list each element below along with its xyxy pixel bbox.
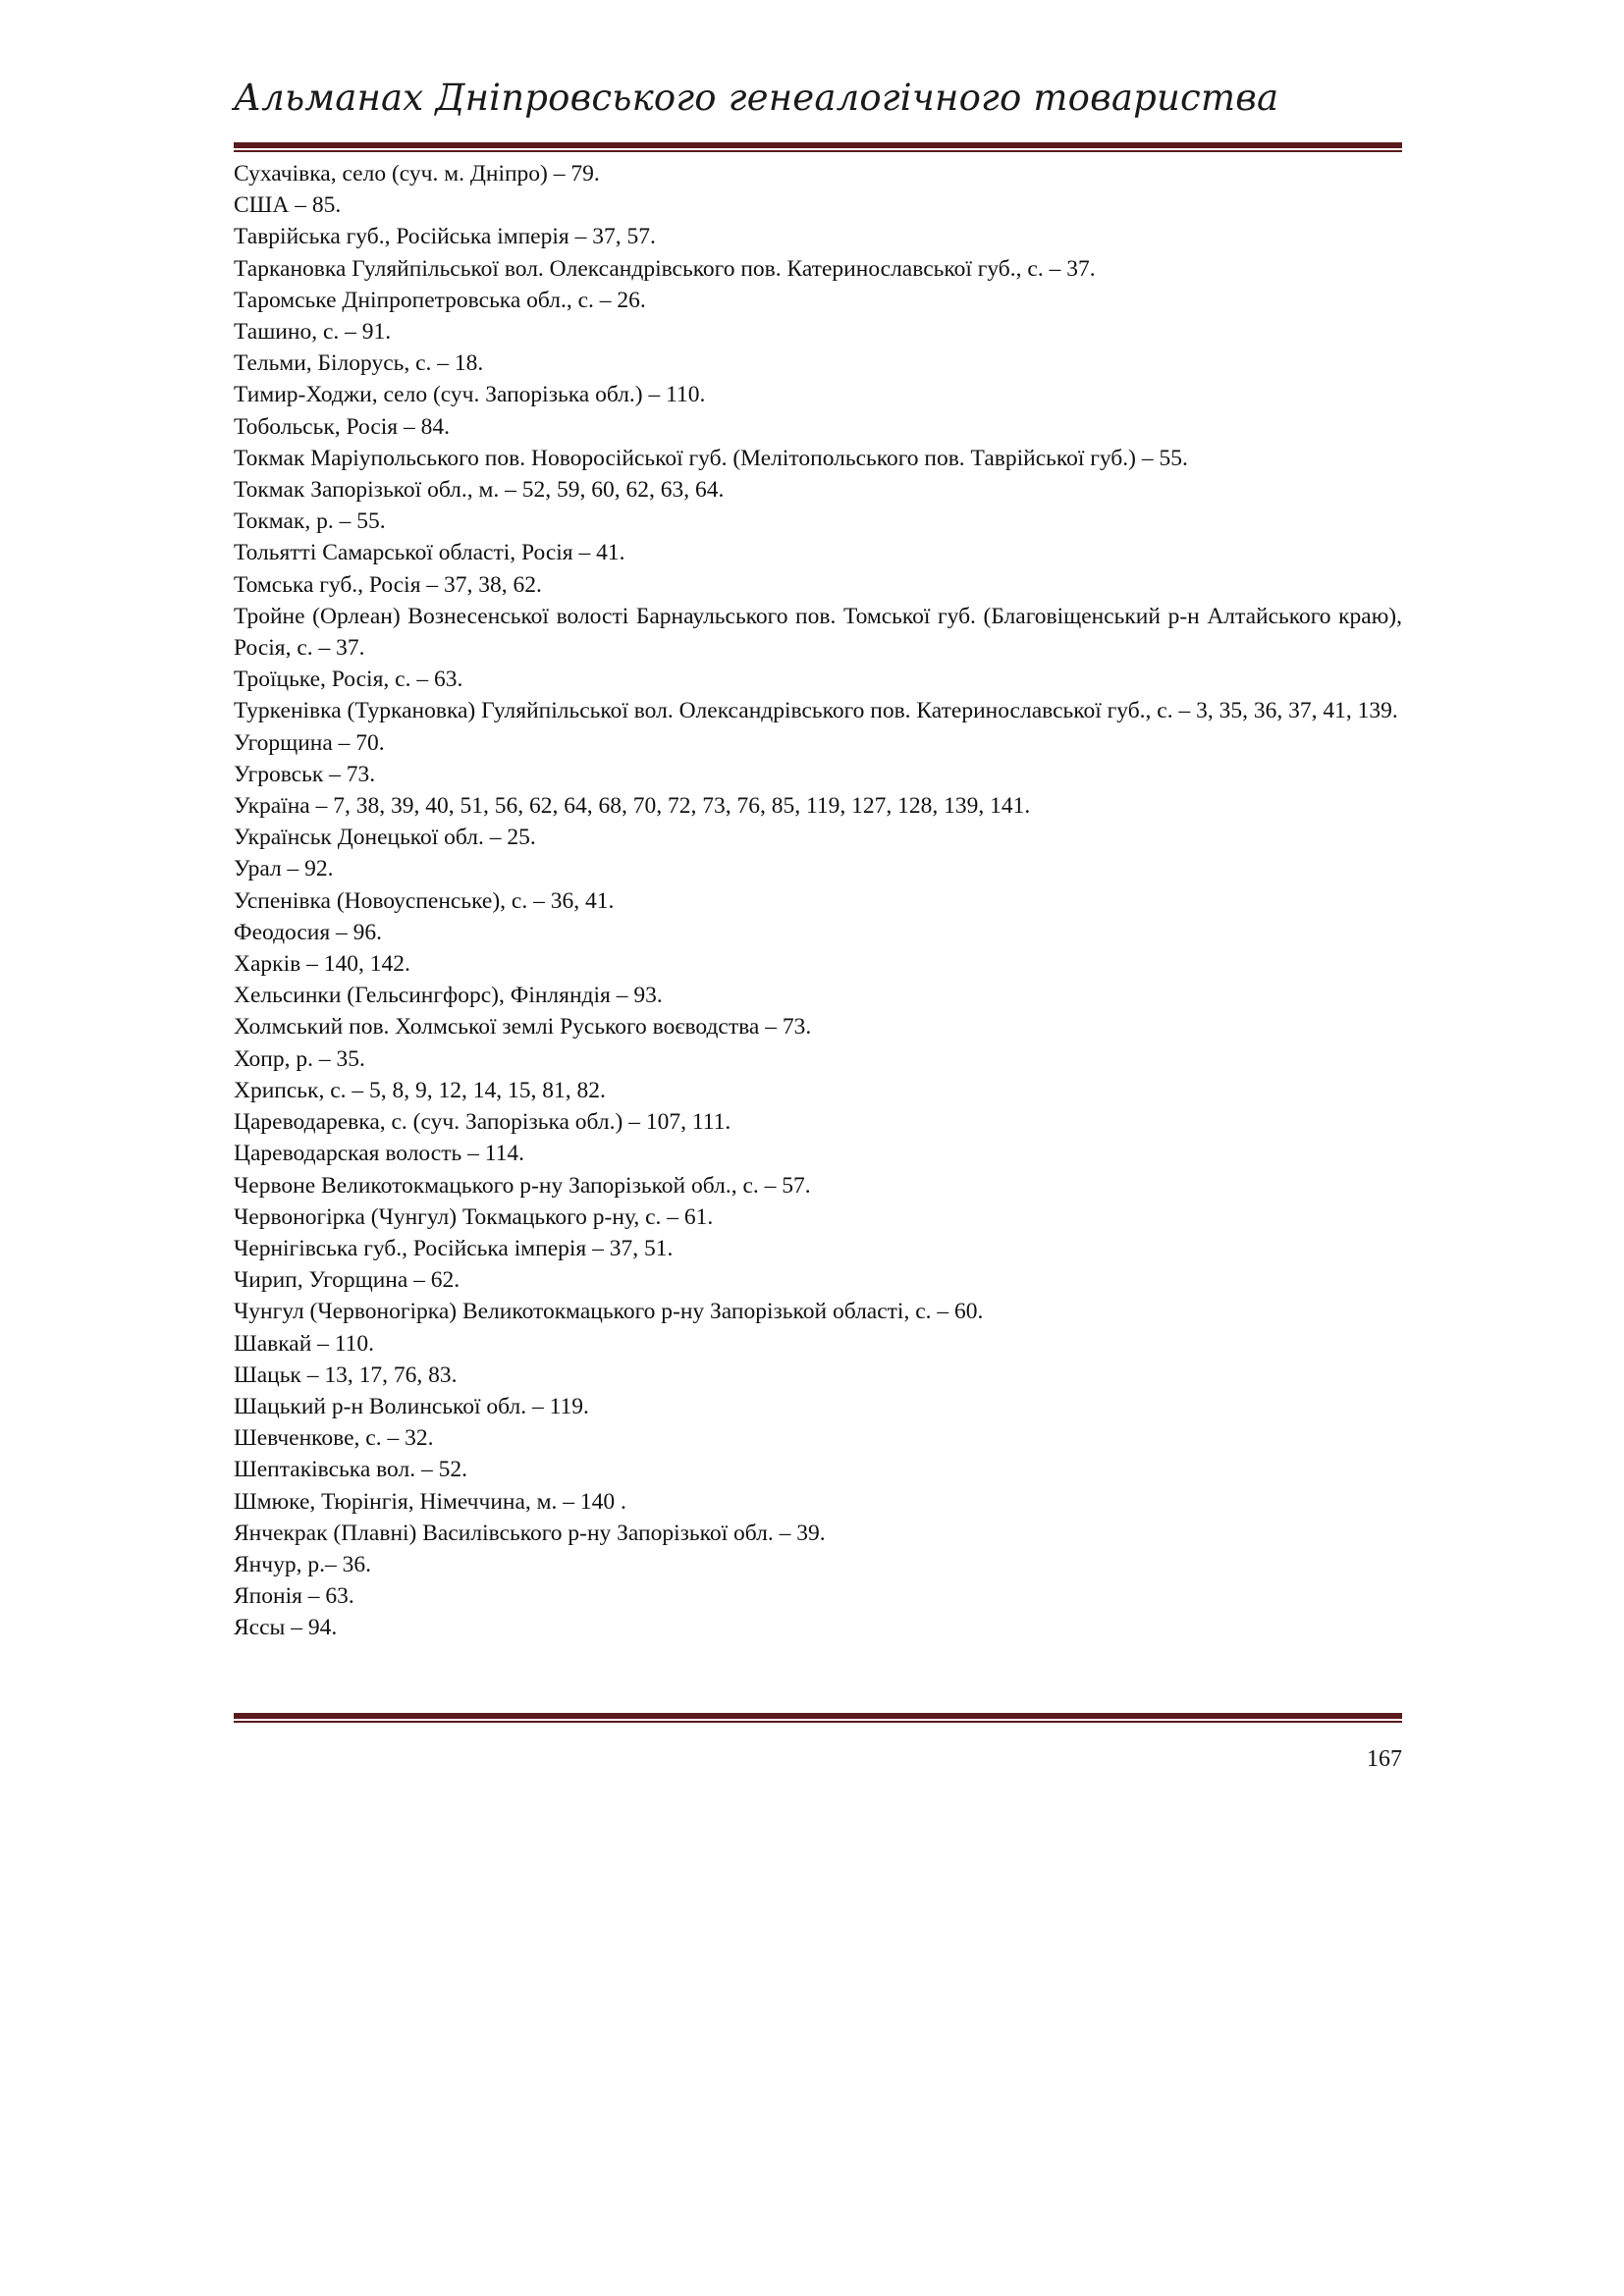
index-entry: Шмюке, Тюрінгія, Німеччина, м. – 140 . xyxy=(234,1488,626,1515)
index-entry: Тобольськ, Росія – 84. xyxy=(234,413,450,440)
index-entry: Шавкай – 110. xyxy=(234,1330,375,1357)
index-entry: Харків – 140, 142. xyxy=(234,951,410,978)
index-entry: Ташино, с. – 91. xyxy=(234,319,392,346)
index-entry: Червоногірка (Чунгул) Токмацького р-ну, с. – 61. xyxy=(234,1203,714,1230)
index-entry: Томська губ., Росія – 37, 38, 62. xyxy=(234,571,542,598)
index-entry: Хельсинки (Гельсингфорс), Фінляндія – 93. xyxy=(234,983,663,1009)
index-entry: Успенівка (Новоуспенське), с. – 36, 41. xyxy=(234,887,615,914)
index-entry: Токмак Маріупольського пов. Новоросійської губ. (Мелітопольського пов. Таврійської губ.) – 55. xyxy=(234,445,1188,471)
index-entry: Угорщина – 70. xyxy=(234,729,385,756)
index-entry: Янчур, р.– 36. xyxy=(234,1551,371,1577)
index-entry: Тимир-Ходжи, село (суч. Запорізька обл.) – 110. xyxy=(234,382,706,408)
index-entry: Токмак, р. – 55. xyxy=(234,508,386,535)
index-entry: США – 85. xyxy=(234,192,342,219)
index-entry: Чунгул (Червоногірка) Великотокмацького р-ну Запорізькой області, с. – 60. xyxy=(234,1299,984,1325)
index-entry: Сухачівка, село (суч. м. Дніпро) – 79. xyxy=(234,161,600,187)
index-entry: Шацьк – 13, 17, 76, 83. xyxy=(234,1362,458,1388)
footer-divider xyxy=(234,1713,1402,1723)
index-entry: Цареводарская волость – 114. xyxy=(234,1141,524,1167)
place-index-list xyxy=(234,158,1402,1644)
index-entry: Янчекрак (Плавні) Василівського р-ну Запорізької обл. – 39. xyxy=(234,1520,826,1546)
index-entry: Угровськ – 73. xyxy=(234,761,376,787)
index-entry: Чирип, Угорщина – 62. xyxy=(234,1267,460,1294)
index-entry: Тройне (Орлеан) Вознесенської волості Барнаульського пов. Томської губ. (Благовіщенський р-н Алтайського краю), Росія, с. – 37. xyxy=(234,603,1402,662)
index-entry: Хопр, р. – 35. xyxy=(234,1045,365,1072)
page-number: 167 xyxy=(1367,1746,1402,1772)
index-entry: Червоне Великотокмацького р-ну Запорізькой обл., с. – 57. xyxy=(234,1172,811,1199)
index-entry: Таромське Дніпропетровська обл., с. – 26. xyxy=(234,287,646,313)
index-entry: Чернігівська губ., Російська імперія – 37, 51. xyxy=(234,1235,674,1261)
index-entry: Японія – 63. xyxy=(234,1583,354,1610)
header-divider xyxy=(234,142,1402,152)
index-entry: Токмак Запорізької обл., м. – 52, 59, 60, 62, 63, 64. xyxy=(234,477,725,504)
index-entry: Таврійська губ., Російська імперія – 37, 57. xyxy=(234,224,656,250)
index-entry: Хрипськ, с. – 5, 8, 9, 12, 14, 15, 81, 82. xyxy=(234,1077,606,1103)
index-entry: Троїцьке, Росія, с. – 63. xyxy=(234,667,463,693)
index-entry: Тельми, Білорусь, с. – 18. xyxy=(234,350,484,377)
index-entry: Шевченкове, с. – 32. xyxy=(234,1425,434,1452)
index-entry: Феодосия – 96. xyxy=(234,919,383,945)
index-entry: Холмський пов. Холмської землі Руського воєводства – 73. xyxy=(234,1014,812,1041)
index-entry: Яссы – 94. xyxy=(234,1615,338,1641)
index-entry: Таркановка Гуляйпільської вол. Олександрівського пов. Катеринославської губ., с. – 37. xyxy=(234,255,1096,282)
index-entry: Шацький р-н Волинської обл. – 119. xyxy=(234,1393,589,1419)
index-entry: Тольятті Самарської області, Росія – 41. xyxy=(234,540,625,566)
index-entry: Українськ Донецької обл. – 25. xyxy=(234,825,536,851)
running-header-title: Альманах Дніпровського генеалогічного товариства xyxy=(234,77,1279,119)
index-entry: Урал – 92. xyxy=(234,856,334,882)
index-entry: Україна – 7, 38, 39, 40, 51, 56, 62, 64, 68, 70, 72, 73, 76, 85, 119, 127, 128, 139, 141. xyxy=(234,793,1031,820)
index-entry: Туркенівка (Туркановка) Гуляйпільської вол. Олександрівського пов. Катеринославської губ., с. – 3, 35, 36, 37, 41, 139. xyxy=(234,698,1398,724)
index-entry: Цареводаревка, с. (суч. Запорізька обл.) – 107, 111. xyxy=(234,1109,731,1136)
index-entry: Шептаківська вол. – 52. xyxy=(234,1457,467,1483)
